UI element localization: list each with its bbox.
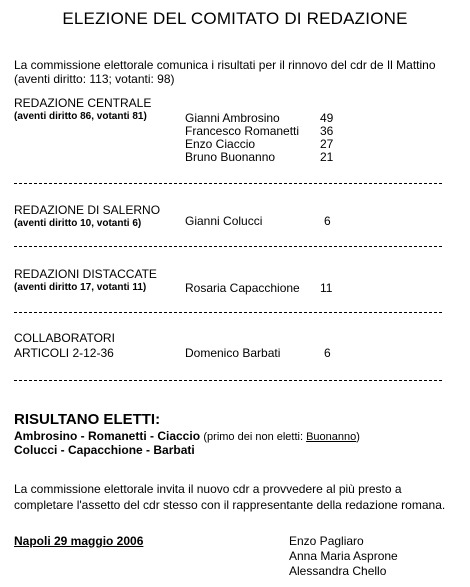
elected-heading: RISULTANO ELETTI: [14,411,161,428]
section-sub-salerno: (aventi diritto 10, votanti 6) [14,218,142,229]
section-sub-centrale: (aventi diritto 86, votanti 81) [14,111,147,122]
separator-line [14,380,442,381]
section-name-centrale: REDAZIONE CENTRALE [14,96,152,110]
elected-names-1: Ambrosino - Romanetti - Ciaccio [14,429,201,443]
candidate-name: Gianni Ambrosino [185,111,280,125]
candidate-votes: 6 [324,346,331,360]
elected-line-2: Colucci - Capacchione - Barbati [14,443,195,457]
intro-paragraph: La commissione elettorale comunica i risultati per il rinnovo del cdr de Il Mattino (aventi diritto: 113; votanti: 98) [14,58,436,86]
candidate-votes: 6 [324,214,331,228]
candidate-votes: 36 [320,124,334,138]
section-sub-distaccate: (aventi diritto 17, votanti 11) [14,282,147,293]
candidate-name: Domenico Barbati [185,346,281,360]
section-sub-collaboratori: ARTICOLI 2-12-36 [14,346,114,360]
candidate-votes: 49 [320,111,334,125]
candidate-name: Rosaria Capacchione [185,281,300,295]
section-name-collaboratori: COLLABORATORI [14,331,115,345]
candidate-name: Francesco Romanetti [185,124,300,138]
separator-line [14,246,442,247]
closing-paragraph: La commissione elettorale invita il nuovo cdr a provvedere al più presto a completare l'assetto del cdr stesso con il rappresentante della redazione romana. [14,482,446,512]
candidate-name: Enzo Ciaccio [185,137,256,151]
candidate-name: Gianni Colucci [185,214,263,228]
first-not-elected-note: (primo dei non eletti: Buonanno) [203,431,360,443]
elected-line-1 [14,429,360,443]
section-name-salerno: REDAZIONE DI SALERNO [14,203,161,217]
separator-line [14,183,442,184]
section-name-distaccate: REDAZIONI DISTACCATE [14,267,157,281]
signatory: Anna Maria Asprone [289,549,398,563]
candidate-name: Bruno Buonanno [185,150,276,164]
document-title: ELEZIONE DEL COMITATO DI REDAZIONE [62,9,408,28]
candidate-votes: 11 [320,281,333,295]
candidate-votes: 21 [320,150,334,164]
document-date: Napoli 29 maggio 2006 [14,534,144,548]
signatory: Alessandra Chello [289,564,387,578]
candidate-votes: 27 [320,137,334,151]
signatory: Enzo Pagliaro [289,534,364,548]
separator-line [14,312,442,313]
